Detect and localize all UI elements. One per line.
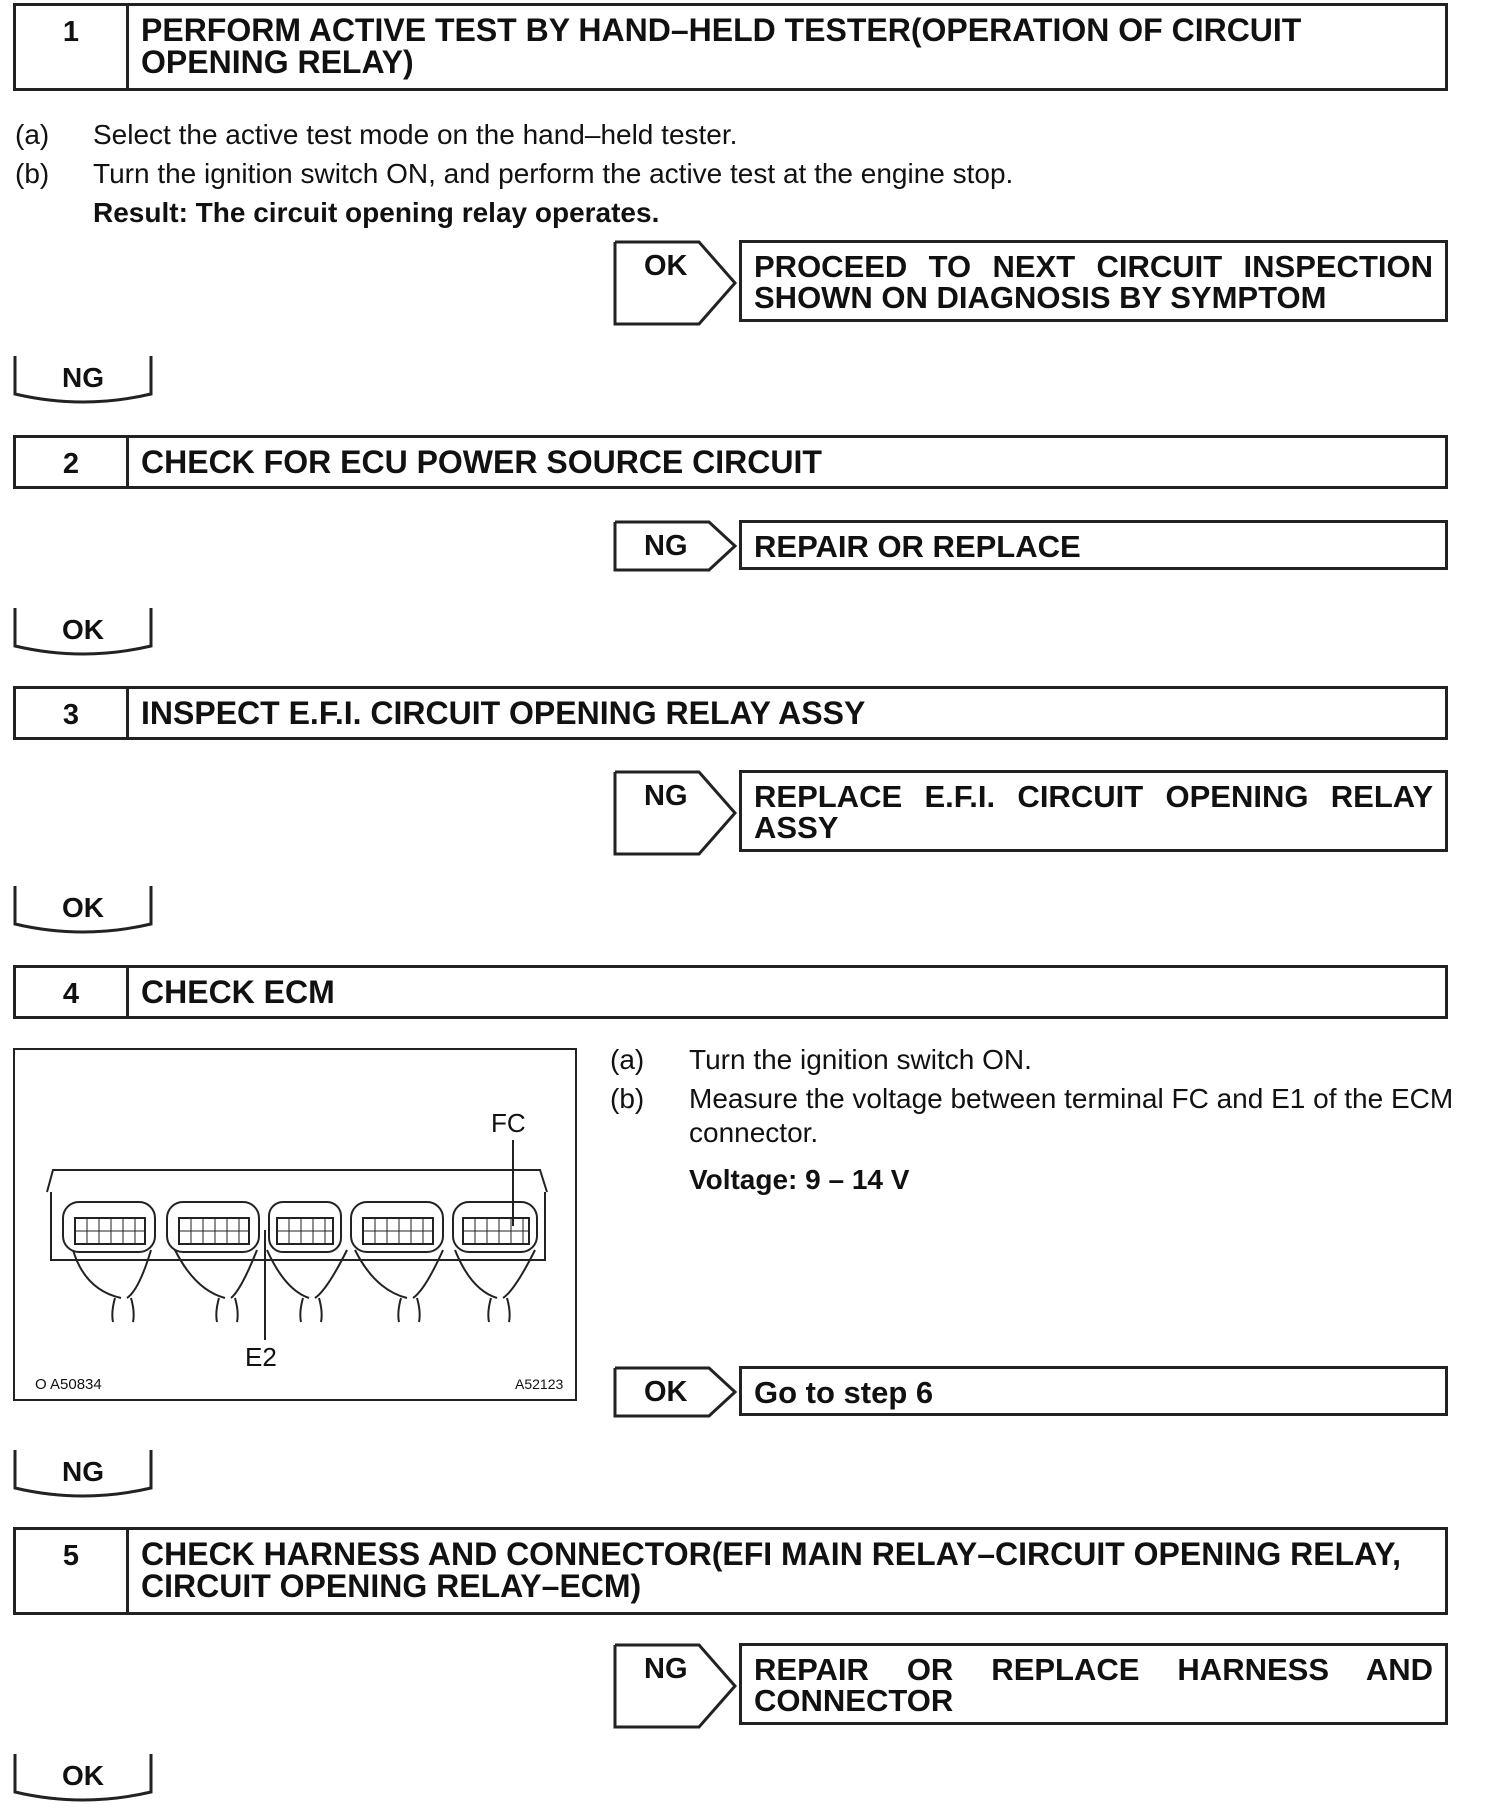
ok-arrow-label: OK [644,250,688,282]
ng-arrow-label: NG [644,1653,688,1685]
figure-ref-right: A52123 [515,1376,564,1392]
step-number: 3 [16,689,129,737]
instruction-text: Turn the ignition switch ON, and perform the active test at the engine stop. [93,158,1014,189]
terminal-label-e2: E2 [245,1342,277,1372]
instruction-text: Select the active test mode on the hand–held tester. [93,119,738,150]
step-3-header [13,686,1448,740]
ng-result-box: REPAIR OR REPLACE [739,520,1448,570]
step-title: CHECK FOR ECU POWER SOURCE CIRCUIT [141,444,822,480]
step-title: PERFORM ACTIVE TEST BY HAND–HELD TESTER(OPERATION OF CIRCUIT OPENING RELAY) [141,12,1302,80]
step-number: 1 [16,6,129,88]
instruction-marker: (a) [610,1044,645,1075]
instruction-marker: (b) [610,1083,645,1114]
step-1-header [13,3,1448,91]
ecm-connector-drawing [15,1050,575,1399]
result-text: Result: The circuit opening relay operates. [93,197,660,228]
step-number: 2 [16,438,129,486]
figure-ref-left: O A50834 [35,1376,102,1393]
flow-tab-label: NG [62,1456,104,1487]
step-2-header [13,435,1448,489]
step-title: CHECK HARNESS AND CONNECTOR(EFI MAIN RELAY–CIRCUIT OPENING RELAY, CIRCUIT OPENING RELAY–ECM) [141,1536,1401,1604]
terminal-label-fc: FC [491,1108,526,1138]
instruction-marker: (a) [15,119,50,150]
instruction-text: Turn the ignition switch ON. [689,1044,1032,1075]
flow-tab-label: NG [62,362,104,393]
instruction-marker: (b) [15,158,50,189]
step-title: INSPECT E.F.I. CIRCUIT OPENING RELAY ASSY [141,695,866,731]
ng-result-box: REPLACE E.F.I. CIRCUIT OPENING RELAY ASSY [739,770,1448,852]
ng-arrow-label: NG [644,780,688,812]
flow-tab-label: OK [62,892,104,923]
spec-text: Voltage: 9 – 14 V [689,1164,910,1195]
flow-tab-label: OK [62,614,104,645]
step-4-header [13,965,1448,1019]
step-number: 5 [16,1530,129,1612]
ok-result-box: PROCEED TO NEXT CIRCUIT INSPECTION SHOWN ON DIAGNOSIS BY SYMPTOM [739,240,1448,322]
step-5-header [13,1527,1448,1615]
ng-result-box: REPAIR OR REPLACE HARNESS AND CONNECTOR [739,1643,1448,1725]
step-number: 4 [16,968,129,1016]
ecm-connector-illustration [13,1048,577,1401]
flow-tab-label: OK [62,1760,104,1791]
instruction-text: Measure the voltage between terminal FC and E1 of the ECM connector. [689,1083,1454,1148]
ng-arrow-label: NG [644,530,688,562]
ok-arrow-label: OK [644,1376,688,1408]
ok-result-box: Go to step 6 [739,1366,1448,1416]
step-title: CHECK ECM [141,974,335,1010]
